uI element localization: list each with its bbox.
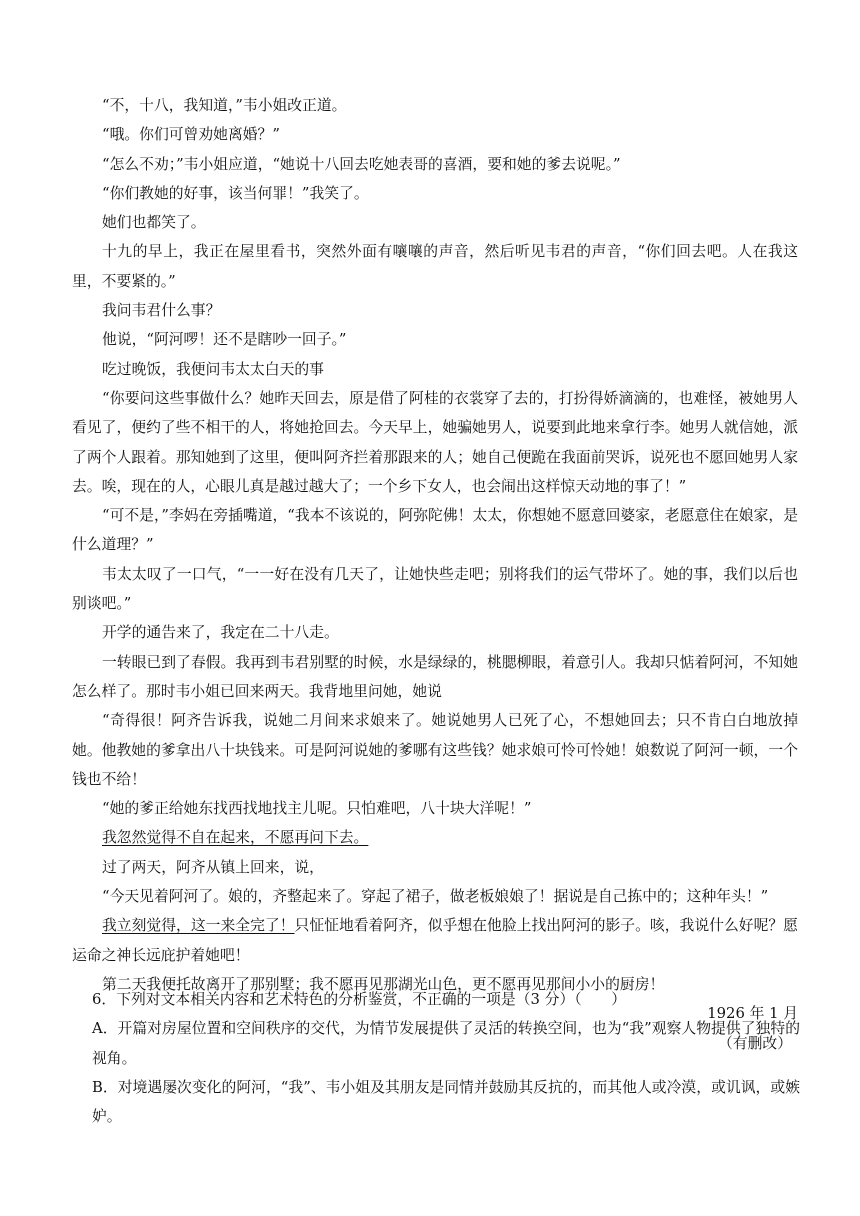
story-paragraph: “你要问这些事做什么？她昨天回去，原是借了阿桂的衣裳穿了去的，打扮得娇滴滴的，也难怪，被她男人看见了，便约了些不相干的人，将她抢回去。今天早上，她骗她男人，说要到此地来拿行李。她男人就信她，派了两个人跟着。那知她到了这里，便叫阿齐拦着那跟来的人；她自己便跪在我面前哭诉，说死也不愿回她男人家去。唉，现在的人，心眼儿真是越过越大了；一个乡下女人，也会闹出这样惊天动地的事了！” [72,389,798,495]
paragraph-continuation: 只怔怔地看着阿齐，似乎想在他脸上找出阿河的影子。咳，我说什么好呢？愿运命之神长远庇护着她吧！ [72,917,798,964]
story-paragraph: “你们教她的好事，该当何罪！”我笑了。 [102,184,369,202]
story-paragraph: “今天见着阿河了。娘的，齐整起来了。穿起了裙子，做老板娘娘了！据说是自己拣中的；这种年头！” [102,888,769,906]
story-paragraph: 韦太太叹了一口气，“一一好在没有几天了，让她快些走吧；别将我们的运气带坏了。她的事，我们以后也别谈吧。” [72,565,798,613]
edit-note: （有删改） [718,1034,792,1052]
question-section [92,985,800,1131]
underlined-sentence: 我忽然觉得不自在起来，不愿再问下去。 [102,829,369,847]
story-paragraph: “奇得很！阿齐告诉我，说她二月间来求娘来了。她说她男人已死了心，不想她回去；只不肯白白地放掉她。他教她的爹拿出八十块钱来。可是阿河说她的爹哪有这些钱？她求娘可怜可怜她！娘数说了阿河一顿，一个钱也不给！ [72,712,798,788]
story-paragraph: 过了两天，阿齐从镇上回来，说， [102,858,324,876]
question-6-option-a: A．开篇对房屋位置和空间秩序的交代，为情节发展提供了灵活的转换空间，也为“我”观察人物提供了独特的视角。 [92,1020,800,1067]
document-content [72,91,798,1058]
story-paragraph-underlined [72,823,798,852]
story-date: 1926 年 1 月 [707,1005,798,1023]
underlined-sentence: 我立刻觉得，这一来全完了！ [102,917,295,935]
story-paragraph: 开学的通告来了，我定在二十八走。 [102,624,339,642]
story-paragraph: 十九的早上，我正在屋里看书，突然外面有嚷嚷的声音，然后听见韦君的声音，“你们回去吧。人在我这里，不要紧的。” [72,243,798,290]
story-paragraph: 她们也都笑了。 [102,214,206,232]
story-paragraph: “怎么不劝；”韦小姐应道，“她说十八回去吃她表哥的喜酒，要和她的爹去说呢。” [102,155,621,173]
story-paragraph: “可不是，”李妈在旁插嘴道，“我本不该说的，阿弥陀佛！太太，你想她不愿意回婆家，老愿意住在娘家，是什么道理？” [72,507,798,554]
story-paragraph-mixed [72,911,798,970]
question-6-stem: 6．下列对文本相关内容和艺术特色的分析鉴赏，不正确的一项是（3 分）（ ） [92,991,627,1008]
question-6-option-b: B．对境遇屡次变化的阿河，“我”、韦小姐及其朋友是同情并鼓励其反抗的，而其他人或冷漠，或讥讽，或嫉妒。 [92,1078,800,1126]
story-paragraph: “她的爹正给她东找西找地找主儿呢。只怕难吧，八十块大洋呢！” [102,800,532,818]
story-paragraph: “不，十八，我知道，”韦小姐改正道。 [102,97,347,114]
story-paragraph: 一转眼已到了春假。我再到韦君别墅的时候，水是绿绿的，桃腮柳眼，着意引人。我却只惦着阿河，不知她怎么样了。那时韦小姐已回来两天。我背地里问她，她说 [72,653,798,700]
story-paragraph: 我问韦君什么事？ [102,302,221,320]
story-paragraph: 他说，“阿河啰！还不是瞎吵一回子。” [102,331,347,349]
story-paragraph: “哦。你们可曾劝她离婚？” [102,126,280,144]
story-paragraph: 第二天我便托故离开了那别墅；我不愿再见那湖光山色，更不愿再见那间小小的厨房！ [102,975,665,993]
story-paragraph: 吃过晚饭，我便问韦太太白天的事 [102,360,324,378]
